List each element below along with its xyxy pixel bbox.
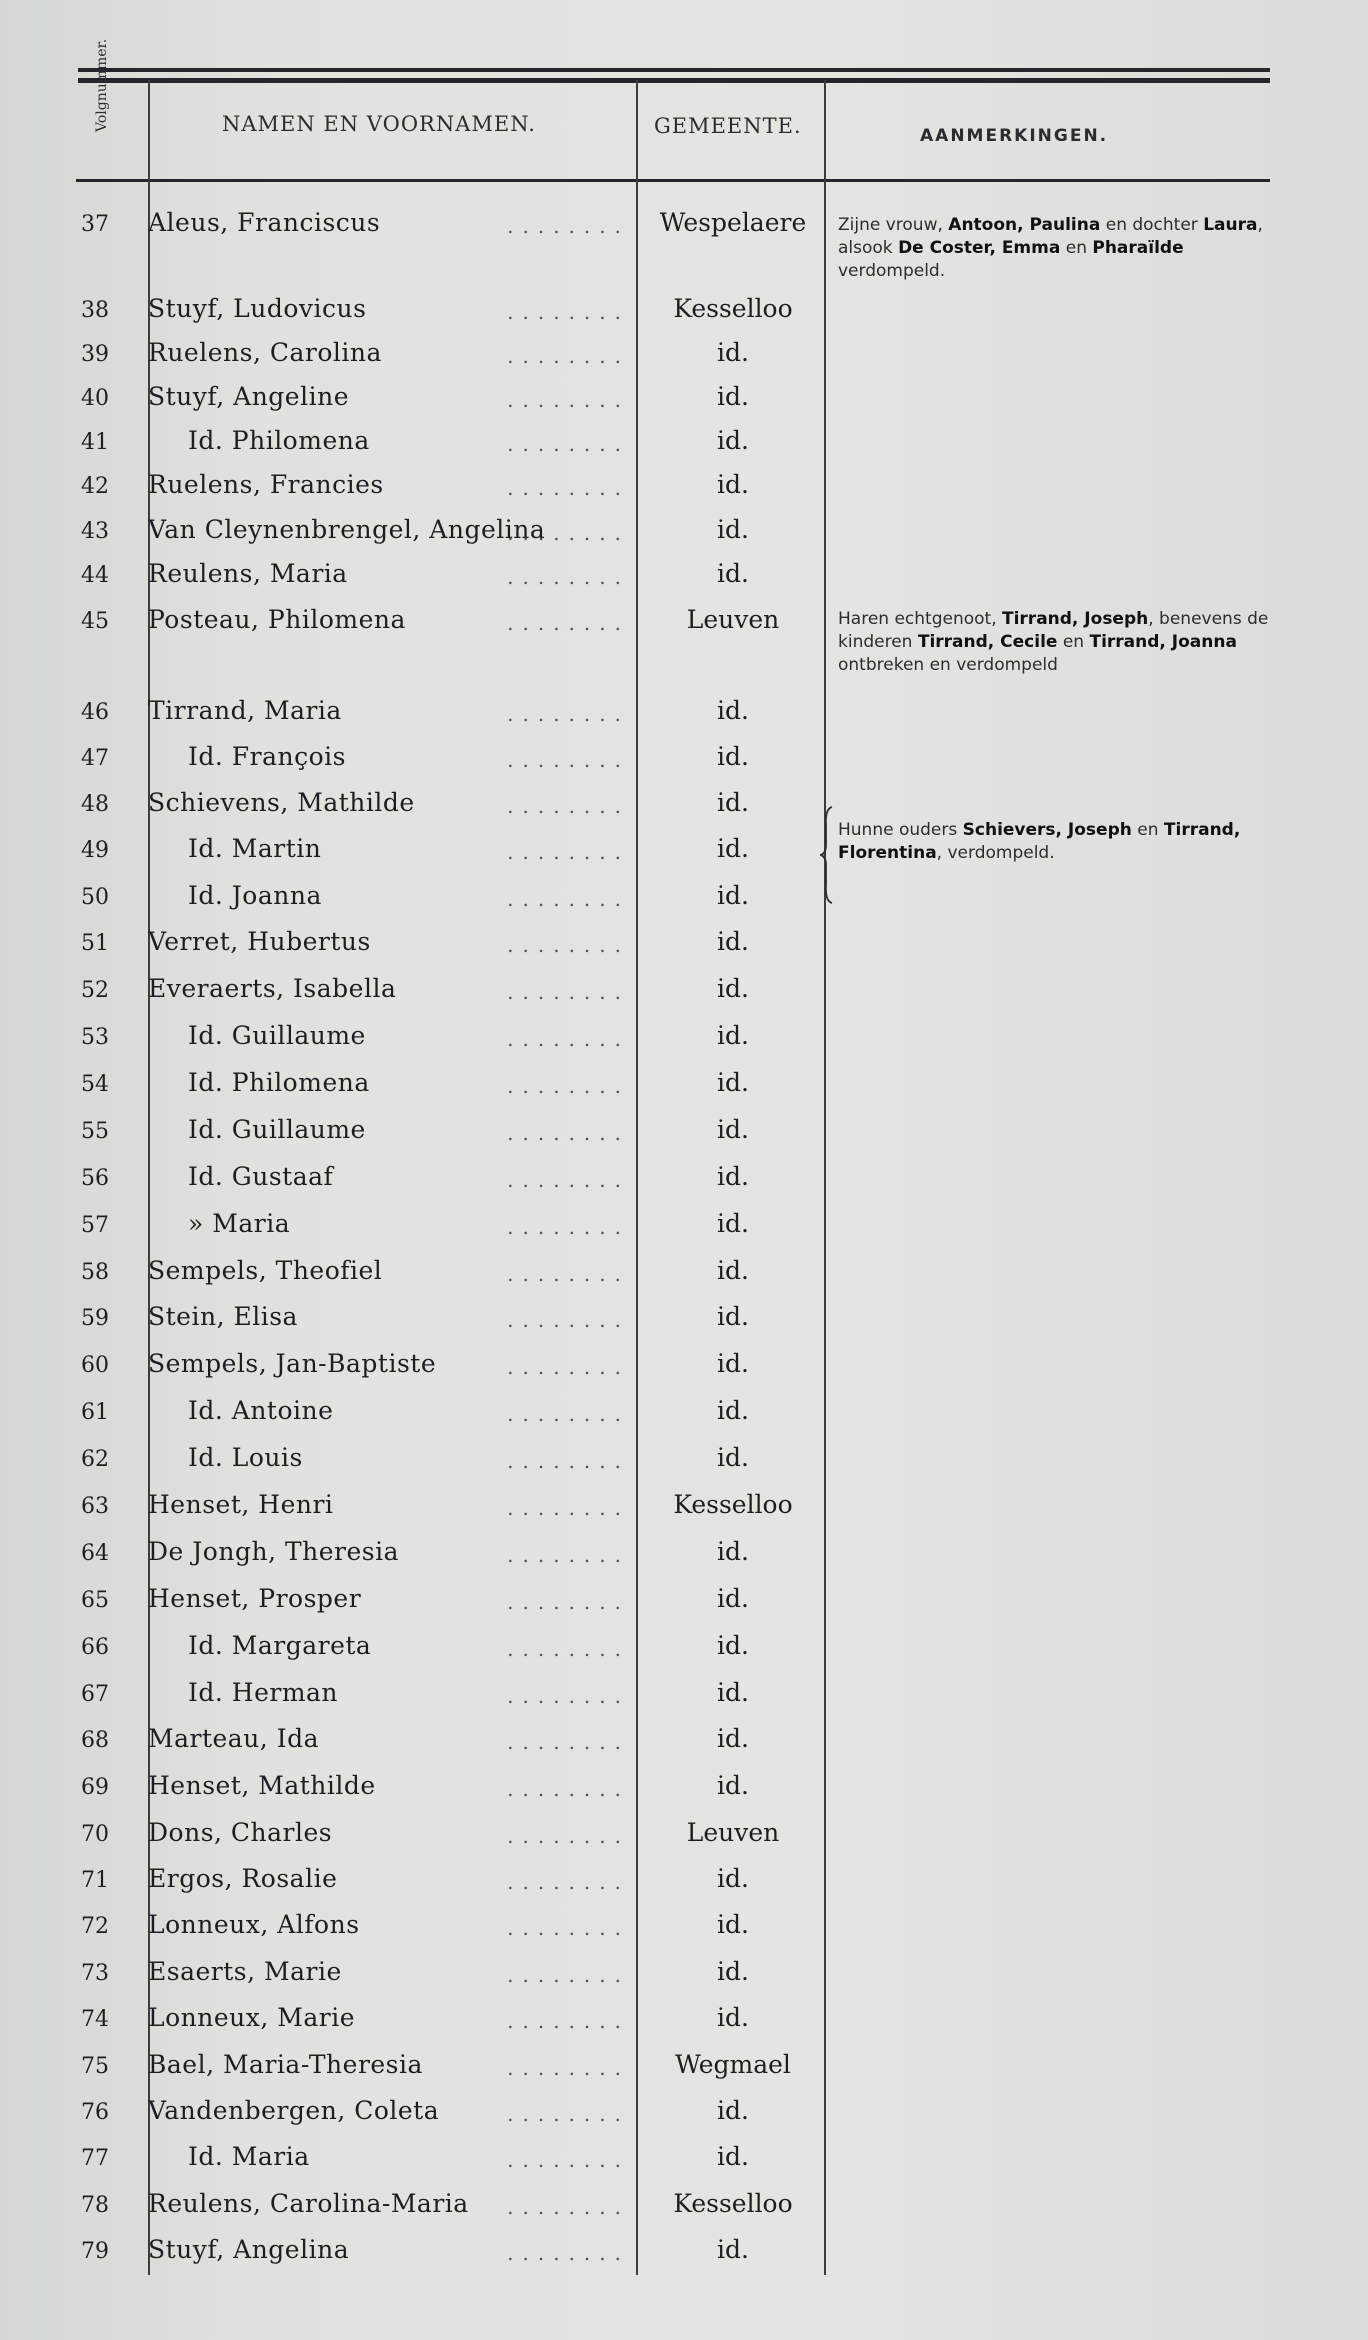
note-text: en — [1131, 820, 1164, 840]
row-gemeente: Kesselloo — [673, 294, 793, 323]
row-gemeente: id. — [717, 974, 749, 1003]
row-name — [148, 2003, 630, 2032]
row-name-text: Id. Joanna — [188, 881, 322, 910]
row-gemeente: id. — [717, 1910, 749, 1939]
table-row — [0, 1347, 1368, 1387]
row-number: 42 — [81, 474, 109, 499]
row-name-text: Everaerts, Isabella — [148, 974, 397, 1003]
leader-dots: ........ — [507, 2195, 630, 2218]
row-gemeente: id. — [717, 834, 749, 863]
row-gemeente: id. — [717, 559, 749, 588]
row-gemeente: id. — [717, 2142, 749, 2171]
row-name — [148, 208, 630, 237]
row-name — [148, 382, 630, 411]
header-rule — [76, 179, 1270, 182]
row-name-text: Aleus, Franciscus — [148, 208, 381, 237]
leader-dots: ........ — [507, 2009, 630, 2032]
row-name — [148, 1068, 630, 1097]
table-row — [0, 1535, 1368, 1575]
table-row — [0, 1955, 1368, 1995]
row-gemeente: id. — [717, 382, 749, 411]
row-number: 54 — [81, 1072, 109, 1097]
row-name-text: Bael, Maria-Theresia — [148, 2050, 423, 2079]
row-name — [148, 1678, 630, 1707]
row-number: 41 — [81, 430, 109, 455]
row-name — [148, 788, 630, 817]
leader-dots: ........ — [507, 933, 630, 956]
table-row — [0, 1019, 1368, 1059]
table-row — [0, 292, 1368, 332]
row-name — [148, 1443, 630, 1472]
row-gemeente: id. — [717, 515, 749, 544]
row-gemeente: id. — [717, 1864, 749, 1893]
row-gemeente: id. — [717, 881, 749, 910]
row-name-text: Id. Maria — [188, 2142, 310, 2171]
row-name-text: Verret, Hubertus — [148, 927, 371, 956]
row-number: 37 — [81, 212, 109, 237]
row-name-text: Id. Guillaume — [188, 1115, 366, 1144]
row-gemeente: id. — [717, 1021, 749, 1050]
leader-dots: ........ — [507, 1590, 630, 1613]
row-gemeente: id. — [717, 1349, 749, 1378]
row-name-text: Id. Antoine — [188, 1396, 334, 1425]
header-aanmerkingen: AANMERKINGEN. — [920, 126, 1109, 146]
row-number: 56 — [81, 1166, 109, 1191]
table-row — [0, 1816, 1368, 1856]
note-text: , benevens de kinderen — [838, 609, 1269, 652]
table-row — [0, 1113, 1368, 1153]
leader-dots: ........ — [507, 1637, 630, 1660]
row-name-text: Van Cleynenbrengel, Angelina — [148, 515, 546, 544]
note-name-bold: Tirrand, Joanna — [1089, 632, 1237, 652]
row-name — [148, 559, 630, 588]
note-text: ontbreken en verdompeld — [838, 655, 1058, 675]
row-name-text: Id. Philomena — [188, 426, 370, 455]
row-gemeente: id. — [717, 1396, 749, 1425]
table-row — [0, 1862, 1368, 1902]
row-gemeente: id. — [717, 1302, 749, 1331]
row-number: 76 — [81, 2100, 109, 2125]
row-name-text: Id. François — [188, 742, 346, 771]
row-gemeente: id. — [717, 927, 749, 956]
table-row — [0, 2001, 1368, 2041]
row-name — [148, 1302, 630, 1331]
row-number: 74 — [81, 2007, 109, 2032]
note-name-bold: Antoon, Paulina — [948, 215, 1101, 235]
row-number: 52 — [81, 978, 109, 1003]
row-name — [148, 1162, 630, 1191]
row-name — [148, 1864, 630, 1893]
row-gemeente: Wespelaere — [659, 208, 807, 237]
row-name-text: Stein, Elisa — [148, 1302, 298, 1331]
row-name — [148, 2235, 630, 2264]
table-row — [0, 468, 1368, 508]
leader-dots: ........ — [507, 1730, 630, 1753]
table-row — [0, 424, 1368, 464]
note-name-bold: Tirrand, Florentina — [838, 820, 1241, 863]
top-double-rule — [78, 68, 1270, 72]
row-number: 71 — [81, 1868, 109, 1893]
table-row — [0, 879, 1368, 919]
row-name-text: Sempels, Theofiel — [148, 1256, 383, 1285]
row-gemeente: id. — [717, 1537, 749, 1566]
row-gemeente: id. — [717, 1771, 749, 1800]
row-number: 78 — [81, 2193, 109, 2218]
row-name-text: Stuyf, Angeline — [148, 382, 349, 411]
note-name-bold: Tirrand, Joseph — [1002, 609, 1149, 629]
row-name-text: Stuyf, Angelina — [148, 2235, 350, 2264]
note-row-45 — [838, 608, 1290, 677]
leader-dots: ........ — [507, 1824, 630, 1847]
leader-dots: ........ — [507, 1402, 630, 1425]
row-gemeente: id. — [717, 1584, 749, 1613]
table-row — [0, 925, 1368, 965]
row-gemeente: Leuven — [686, 1818, 780, 1847]
row-number: 51 — [81, 931, 109, 956]
row-gemeente: id. — [717, 696, 749, 725]
row-gemeente: id. — [717, 1631, 749, 1660]
leader-dots: ........ — [507, 476, 630, 499]
row-gemeente: id. — [717, 1068, 749, 1097]
row-name-text: Posteau, Philomena — [148, 605, 406, 634]
table-row — [0, 1629, 1368, 1669]
row-gemeente: id. — [717, 788, 749, 817]
row-gemeente: id. — [717, 338, 749, 367]
row-number: 68 — [81, 1728, 109, 1753]
row-number: 53 — [81, 1025, 109, 1050]
row-name — [148, 1021, 630, 1050]
row-name-text: Id. Herman — [188, 1678, 339, 1707]
note-text: en — [1060, 238, 1093, 258]
leader-dots: ........ — [507, 2102, 630, 2125]
row-number: 64 — [81, 1541, 109, 1566]
row-number: 77 — [81, 2146, 109, 2171]
leader-dots: ........ — [507, 2148, 630, 2171]
row-gemeente: id. — [717, 742, 749, 771]
leader-dots: ........ — [507, 432, 630, 455]
table-row — [0, 513, 1368, 553]
leader-dots: ........ — [507, 1777, 630, 1800]
note-row-48 — [838, 819, 1290, 865]
row-number: 73 — [81, 1961, 109, 1986]
row-gemeente: id. — [717, 426, 749, 455]
row-name-text: Id. Louis — [188, 1443, 303, 1472]
row-name-text: Esaerts, Marie — [148, 1957, 342, 1986]
row-name-text: Dons, Charles — [148, 1818, 333, 1847]
row-gemeente: id. — [717, 1209, 749, 1238]
table-row — [0, 2048, 1368, 2088]
row-gemeente: Wegmael — [675, 2050, 791, 2079]
leader-dots: ........ — [507, 1543, 630, 1566]
row-name-text: De Jongh, Theresia — [148, 1537, 400, 1566]
row-name — [148, 1537, 630, 1566]
row-number: 59 — [81, 1306, 109, 1331]
row-name — [148, 2142, 630, 2171]
row-gemeente: id. — [717, 1678, 749, 1707]
row-name-text: Sempels, Jan-Baptiste — [148, 1349, 437, 1378]
row-name — [148, 696, 630, 725]
row-name — [148, 1209, 630, 1238]
row-name-text: Id. Guillaume — [188, 1021, 366, 1050]
row-gemeente: id. — [717, 1957, 749, 1986]
row-name — [148, 1584, 630, 1613]
note-text: en — [1057, 632, 1090, 652]
row-name — [148, 338, 630, 367]
curly-brace-icon — [820, 805, 836, 905]
row-name-text: Ergos, Rosalie — [148, 1864, 338, 1893]
table-row — [0, 1908, 1368, 1948]
note-row-37 — [838, 214, 1290, 283]
row-name — [148, 2096, 630, 2125]
table-row — [0, 1207, 1368, 1247]
header-gemeente: GEMEENTE. — [654, 114, 802, 138]
note-name-bold: Tirrand, Cecile — [917, 632, 1058, 652]
row-name-text: Reulens, Carolina-Maria — [148, 2189, 469, 2218]
row-name — [148, 1396, 630, 1425]
row-name — [148, 426, 630, 455]
row-name-text: Henset, Mathilde — [148, 1771, 376, 1800]
table-row — [0, 1488, 1368, 1528]
row-number: 38 — [81, 298, 109, 323]
table-row — [0, 972, 1368, 1012]
row-name — [148, 881, 630, 910]
row-gemeente: id. — [717, 1256, 749, 1285]
leader-dots: ........ — [507, 1168, 630, 1191]
leader-dots: ........ — [507, 565, 630, 588]
row-number: 63 — [81, 1494, 109, 1519]
row-number: 44 — [81, 563, 109, 588]
note-text: Zijne vrouw, — [838, 215, 949, 235]
row-number: 55 — [81, 1119, 109, 1144]
table-row — [0, 694, 1368, 734]
row-number: 47 — [81, 746, 109, 771]
leader-dots: ........ — [507, 840, 630, 863]
table-row — [0, 2094, 1368, 2134]
row-gemeente: id. — [717, 1115, 749, 1144]
leader-dots: ........ — [507, 1215, 630, 1238]
row-name-text: Marteau, Ida — [148, 1724, 319, 1753]
leader-dots: ........ — [507, 1027, 630, 1050]
leader-dots: ........ — [507, 521, 630, 544]
row-name-text: Henset, Henri — [148, 1490, 334, 1519]
leader-dots: ........ — [507, 1496, 630, 1519]
leader-dots: ........ — [507, 2241, 630, 2264]
row-name-text: Henset, Prosper — [148, 1584, 362, 1613]
leader-dots: ........ — [507, 794, 630, 817]
table-row — [0, 2187, 1368, 2227]
row-gemeente: Kesselloo — [673, 1490, 793, 1519]
row-name-text: Lonneux, Marie — [148, 2003, 355, 2032]
row-name — [148, 974, 630, 1003]
leader-dots: ........ — [507, 1121, 630, 1144]
row-name — [148, 1724, 630, 1753]
leader-dots: ........ — [507, 1684, 630, 1707]
row-name-text: Reulens, Maria — [148, 559, 348, 588]
row-name-text: Id. Gustaaf — [188, 1162, 334, 1191]
table-row — [0, 1722, 1368, 1762]
note-text: , verdompeld. — [936, 843, 1055, 863]
row-name-text: Vandenbergen, Coleta — [148, 2096, 440, 2125]
row-name-text: » Maria — [188, 1209, 291, 1238]
table-row — [0, 1394, 1368, 1434]
row-number: 79 — [81, 2239, 109, 2264]
row-name — [148, 1631, 630, 1660]
table-row — [0, 1160, 1368, 1200]
row-number: 66 — [81, 1635, 109, 1660]
leader-dots: ........ — [507, 980, 630, 1003]
row-name — [148, 1490, 630, 1519]
table-row — [0, 2140, 1368, 2180]
row-number: 50 — [81, 885, 109, 910]
leader-dots: ........ — [507, 300, 630, 323]
row-gemeente: id. — [717, 2096, 749, 2125]
row-gemeente: Leuven — [686, 605, 780, 634]
row-name-text: Lonneux, Alfons — [148, 1910, 360, 1939]
row-name — [148, 1115, 630, 1144]
row-name — [148, 515, 630, 544]
row-name-text: Tirrand, Maria — [148, 696, 342, 725]
row-name — [148, 605, 630, 634]
row-gemeente: id. — [717, 1162, 749, 1191]
table-row — [0, 1300, 1368, 1340]
leader-dots: ........ — [507, 748, 630, 771]
table-row — [0, 380, 1368, 420]
leader-dots: ........ — [507, 344, 630, 367]
row-number: 39 — [81, 342, 109, 367]
leader-dots: ........ — [507, 887, 630, 910]
row-number: 72 — [81, 1914, 109, 1939]
row-number: 49 — [81, 838, 109, 863]
table-row — [0, 740, 1368, 780]
table-row — [0, 1769, 1368, 1809]
note-text: en dochter — [1100, 215, 1204, 235]
row-gemeente: id. — [717, 470, 749, 499]
row-name — [148, 1910, 630, 1939]
row-name-text: Ruelens, Carolina — [148, 338, 382, 367]
row-number: 62 — [81, 1447, 109, 1472]
row-name — [148, 927, 630, 956]
leader-dots: ........ — [507, 1870, 630, 1893]
row-name — [148, 1256, 630, 1285]
row-name-text: Id. Martin — [188, 834, 322, 863]
row-name-text: Stuyf, Ludovicus — [148, 294, 367, 323]
leader-dots: ........ — [507, 1355, 630, 1378]
note-name-bold: Schievers, Joseph — [962, 820, 1132, 840]
row-name — [148, 1957, 630, 1986]
row-gemeente: id. — [717, 2235, 749, 2264]
table-row — [0, 1066, 1368, 1106]
row-number: 48 — [81, 792, 109, 817]
header-namen: NAMEN EN VOORNAMEN. — [222, 112, 536, 136]
row-gemeente: id. — [717, 1443, 749, 1472]
row-name-text: Schievens, Mathilde — [148, 788, 415, 817]
leader-dots: ........ — [507, 1074, 630, 1097]
row-name — [148, 834, 630, 863]
leader-dots: ........ — [507, 388, 630, 411]
row-gemeente: id. — [717, 1724, 749, 1753]
row-name-text: Id. Margareta — [188, 1631, 372, 1660]
row-number: 70 — [81, 1822, 109, 1847]
table-row — [0, 1441, 1368, 1481]
row-name — [148, 1771, 630, 1800]
row-name — [148, 2050, 630, 2079]
table-row — [0, 2233, 1368, 2273]
row-number: 40 — [81, 386, 109, 411]
row-gemeente: Kesselloo — [673, 2189, 793, 2218]
row-number: 45 — [81, 609, 109, 634]
leader-dots: ........ — [507, 702, 630, 725]
leader-dots: ........ — [507, 1916, 630, 1939]
row-number: 65 — [81, 1588, 109, 1613]
table-row — [0, 1254, 1368, 1294]
leader-dots: ........ — [507, 2056, 630, 2079]
note-text: , alsook — [838, 215, 1263, 258]
top-double-rule-thick — [78, 78, 1270, 83]
note-name-bold: Pharaïlde — [1092, 238, 1184, 258]
note-name-bold: De Coster, Emma — [898, 238, 1061, 258]
row-number: 60 — [81, 1353, 109, 1378]
row-name — [148, 2189, 630, 2218]
row-number: 46 — [81, 700, 109, 725]
table-row — [0, 1676, 1368, 1716]
note-text: Hunne ouders — [838, 820, 963, 840]
row-number: 67 — [81, 1682, 109, 1707]
row-name — [148, 742, 630, 771]
row-number: 57 — [81, 1213, 109, 1238]
row-number: 58 — [81, 1260, 109, 1285]
row-name-text: Ruelens, Francies — [148, 470, 384, 499]
table-row — [0, 1582, 1368, 1622]
row-name — [148, 470, 630, 499]
row-name — [148, 294, 630, 323]
note-name-bold: Laura — [1203, 215, 1258, 235]
row-number: 43 — [81, 519, 109, 544]
row-gemeente: id. — [717, 2003, 749, 2032]
row-name — [148, 1349, 630, 1378]
leader-dots: ........ — [507, 1449, 630, 1472]
leader-dots: ........ — [507, 1308, 630, 1331]
row-name — [148, 1818, 630, 1847]
table-row — [0, 557, 1368, 597]
leader-dots: ........ — [507, 1262, 630, 1285]
leader-dots: ........ — [507, 1963, 630, 1986]
row-number: 75 — [81, 2054, 109, 2079]
row-number: 61 — [81, 1400, 109, 1425]
leader-dots: ........ — [507, 611, 630, 634]
row-name-text: Id. Philomena — [188, 1068, 370, 1097]
table-row — [0, 336, 1368, 376]
leader-dots: ........ — [507, 214, 630, 237]
row-number: 69 — [81, 1775, 109, 1800]
note-text: Haren echtgenoot, — [838, 609, 1002, 629]
note-text: verdompeld. — [838, 261, 946, 281]
header-volgnummer: Volgnummer. — [94, 38, 110, 132]
